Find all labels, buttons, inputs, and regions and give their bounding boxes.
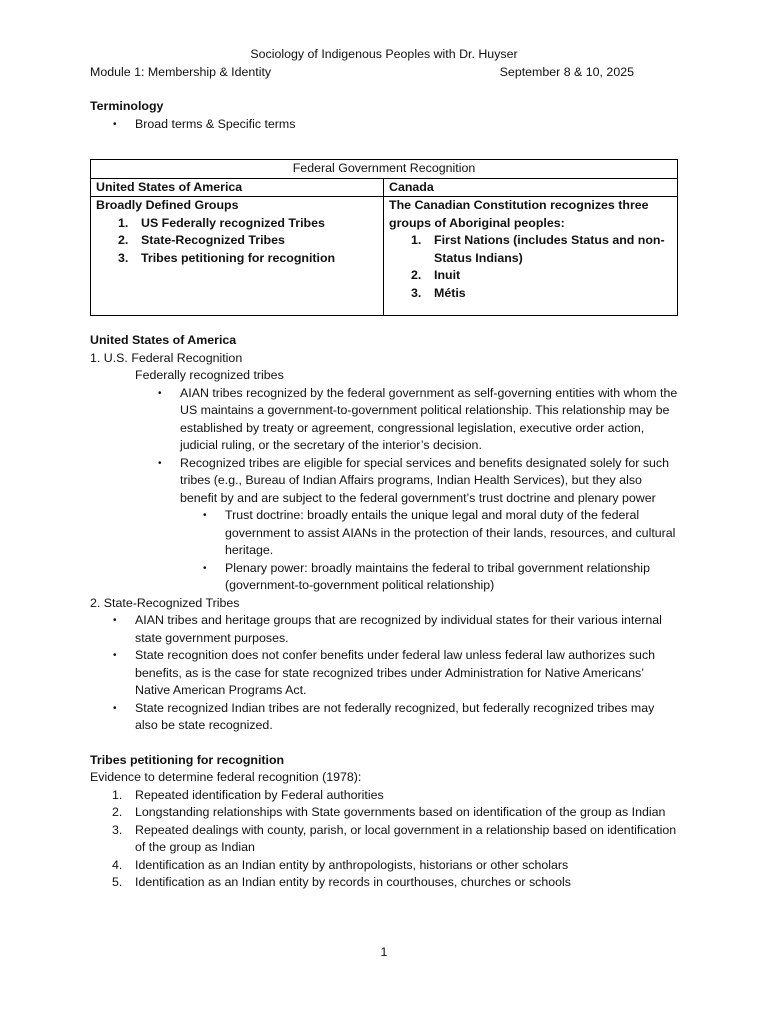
list-item: • State recognition does not confer benefits under federal law unless federal law authorizes such benefits, as is the case for state recognized tribes under Administration for Native Americans’ Native American Programs Act. bbox=[135, 647, 678, 700]
terminology-heading: Terminology bbox=[90, 99, 164, 113]
federal-recognition-title: 1. U.S. Federal Recognition bbox=[90, 350, 243, 365]
list-item: • Recognized tribes are eligible for special services and benefits designated solely for such tribes (e.g., Bureau of Indian Affairs programs, Indian Health Services), but they also benefit by and are subject to the federal government’s trust doctrine and plenary power • Trust doctrine: broadly entails the unique legal and moral duty of the federal government to assist AIANs in the protection of their lands, resources, and cultural heritage. • Plenary power: broadly maintains the federal to tribal government relationship (government-to-government political relationship) bbox=[180, 455, 678, 595]
list-item: 5. Identification as an Indian entity by records in courthouses, churches or schools bbox=[112, 875, 571, 889]
state-bullets bbox=[90, 612, 678, 735]
list-item: • AIAN tribes recognized by the federal government as self-governing entities with whom the US maintains a government-to-government political relationship. This relationship may be established by treaty or agreement, congressional legislation, executive order action, judicial ruling, or the secretary of the interior’s decision. bbox=[180, 385, 678, 455]
table-header-us: United States of America bbox=[91, 178, 384, 197]
list-item: • Trust doctrine: broadly entails the unique legal and moral duty of the federal government to assist AIANs in the protection of their lands, resources, and cultural heritage. bbox=[225, 507, 678, 560]
list-item: • Plenary power: broadly maintains the federal to tribal government relationship (government-to-government political relationship) bbox=[225, 560, 678, 595]
list-item: 3. Tribes petitioning for recognition bbox=[118, 250, 336, 265]
us-groups-list bbox=[96, 215, 378, 268]
recognition-table bbox=[90, 159, 678, 316]
list-item: 1. US Federally recognized Tribes bbox=[118, 215, 325, 230]
list-item: • AIAN tribes and heritage groups that are recognized by individual states for their various internal state government purposes. bbox=[135, 612, 678, 647]
canada-groups-heading: The Canadian Constitution recognizes three groups of Aboriginal peoples: bbox=[389, 198, 649, 230]
course-title: Sociology of Indigenous Peoples with Dr. Huyser bbox=[250, 47, 518, 61]
terminology-list bbox=[90, 116, 678, 134]
list-item: 3. Métis bbox=[411, 285, 466, 300]
federal-subbullets bbox=[180, 507, 678, 595]
page-number: 1 bbox=[380, 945, 388, 959]
petitioning-intro: Evidence to determine federal recognition (1978): bbox=[90, 770, 362, 784]
table-cell-canada bbox=[384, 197, 678, 316]
list-item: 2. Longstanding relationships with State governments based on identification of the group as Indian bbox=[112, 805, 666, 819]
table-title: Federal Government Recognition bbox=[91, 160, 678, 179]
list-item: 3. Repeated dealings with county, parish, or local government in a relationship based on identification of the group as Indian bbox=[112, 822, 677, 854]
module-dates: September 8 & 10, 2025 bbox=[499, 64, 634, 79]
usa-heading: United States of America bbox=[90, 333, 237, 347]
list-item: 1. First Nations (includes Status and non-Status Indians) bbox=[411, 233, 665, 265]
canada-groups-list bbox=[389, 232, 672, 302]
list-item: 1. Repeated identification by Federal authorities bbox=[112, 787, 384, 802]
module-line bbox=[90, 64, 678, 82]
federally-recognized-subheading: Federally recognized tribes bbox=[135, 368, 284, 382]
state-recognized-title: 2. State-Recognized Tribes bbox=[90, 595, 240, 610]
federal-bullets bbox=[90, 385, 678, 595]
table-header-canada: Canada bbox=[384, 178, 678, 197]
list-item: 2. Inuit bbox=[411, 268, 461, 282]
list-item: 4. Identification as an Indian entity by anthropologists, historians or other scholars bbox=[112, 857, 569, 872]
module-name: Module 1: Membership & Identity bbox=[90, 64, 272, 79]
list-item: • State recognized Indian tribes are not federally recognized, but federally recognized tribes may also be state recognized. bbox=[135, 700, 678, 735]
evidence-list bbox=[90, 787, 678, 892]
table-cell-us bbox=[91, 197, 384, 316]
petitioning-heading: Tribes petitioning for recognition bbox=[90, 752, 285, 767]
us-groups-heading: Broadly Defined Groups bbox=[96, 198, 239, 212]
list-item: • Broad terms & Specific terms bbox=[135, 116, 678, 134]
list-item: 2. State-Recognized Tribes bbox=[118, 233, 285, 247]
